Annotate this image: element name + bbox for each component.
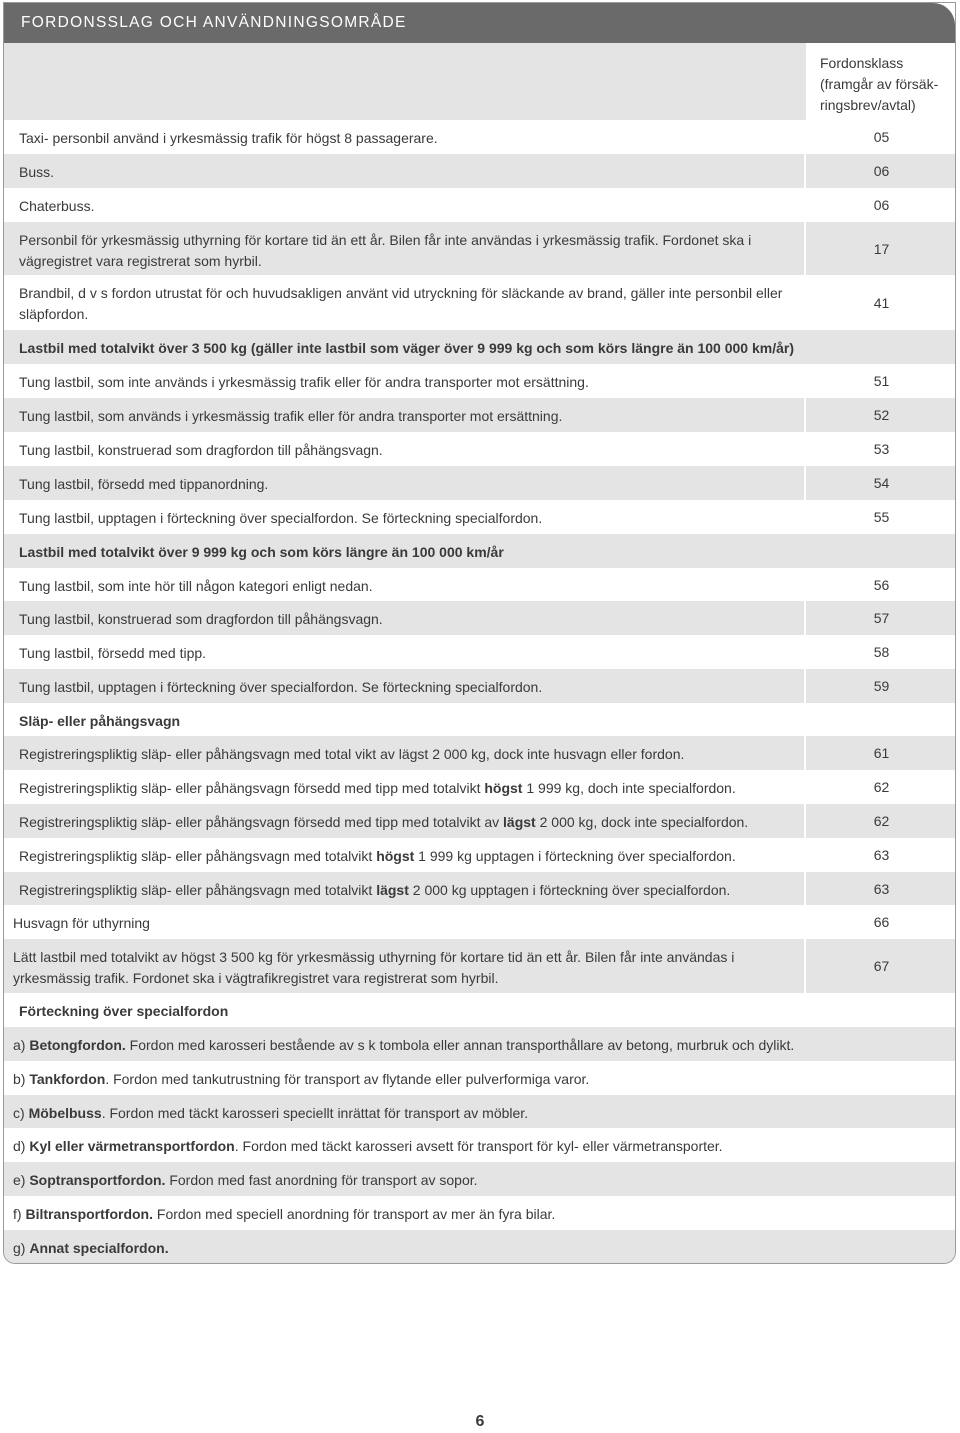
row-text: Husvagn för uthyrning (4, 905, 804, 939)
row-text: Tung lastbil, konstruerad som dragfordon till påhängsvagn. (4, 601, 804, 635)
table-row (4, 905, 955, 939)
row-text: Registreringspliktig släp- eller påhängsvagn med total vikt av lägst 2 000 kg, dock inte husvagn eller fordon. (4, 736, 804, 770)
row-text: Tung lastbil, som inte hör till någon kategori enligt nedan. (4, 568, 804, 601)
row-text: Tung lastbil, upptagen i förteckning över specialfordon. Se förteckning specialfordon. (4, 500, 804, 534)
row-text: Brandbil, d v s fordon utrustat för och huvudsakligen använt vid utryckning för släckande av brand, gäller inte personbil eller släpfordon. (4, 275, 804, 330)
row-text: a) Betongfordon. Fordon med karosseri bestående av s k tombola eller annan transporthållare av betong, murbruk och dylikt. (4, 1027, 956, 1061)
table-header (4, 3, 955, 43)
row-code: 56 (806, 568, 956, 601)
row-text: e) Soptransportfordon. Fordon med fast anordning för transport av sopor. (4, 1162, 956, 1196)
row-code: 55 (806, 500, 956, 534)
table-row (4, 804, 955, 838)
row-text: Lätt lastbil med totalvikt av högst 3 500 kg för yrkesmässig uthyrning för kortare tid än ett år. Bilen får inte användas i yrkesmässig trafik. Fordonet ska i vägtrafikregistret vara registrerat som hyrbil. (4, 939, 804, 993)
row-code: 06 (806, 188, 956, 222)
row-text: Tung lastbil, upptagen i förteckning över specialfordon. Se förteckning specialfordon. (4, 669, 804, 703)
row-text: Buss. (4, 154, 804, 188)
row-code: 67 (806, 939, 956, 993)
table-row (4, 432, 955, 466)
row-text: Taxi- personbil använd i yrkesmässig trafik för högst 8 passagerare. (4, 120, 804, 154)
row-code: 58 (806, 635, 956, 669)
list-item (4, 1162, 955, 1196)
table-row (4, 188, 955, 222)
table-row (4, 736, 955, 770)
table-row (4, 120, 955, 154)
table-row (4, 770, 955, 804)
row-code: 53 (806, 432, 956, 466)
table-row (4, 601, 955, 635)
row-code: 62 (806, 770, 956, 804)
section-heading-row (4, 330, 955, 364)
list-item (4, 1230, 955, 1264)
row-text: Registreringspliktig släp- eller påhängsvagn med totalvikt lägst 2 000 kg upptagen i förteckning över specialfordon. (4, 872, 804, 905)
row-text: Registreringspliktig släp- eller påhängsvagn försedd med tipp med totalvikt av lägst 2 000 kg, dock inte specialfordon. (4, 804, 804, 838)
table-row (4, 500, 955, 534)
list-item (4, 1196, 955, 1230)
row-text: b) Tankfordon. Fordon med tankutrustning för transport av flytande eller pulverformiga varor. (4, 1061, 956, 1095)
column-header (4, 43, 955, 120)
table-row (4, 398, 955, 432)
row-text: Tung lastbil, försedd med tipp. (4, 635, 804, 669)
table-row (4, 466, 955, 500)
row-text: Tung lastbil, konstruerad som dragfordon till påhängsvagn. (4, 432, 804, 466)
section-heading-row (4, 993, 955, 1027)
list-item (4, 1095, 955, 1128)
row-text: Tung lastbil, som inte används i yrkesmässig trafik eller för andra transporter mot ersättning. (4, 364, 804, 398)
row-code: 57 (806, 601, 956, 635)
table-row (4, 154, 955, 188)
column-header-line2: (framgår av försäk- (820, 76, 939, 92)
row-text: f) Biltransportfordon. Fordon med speciell anordning för transport av mer än fyra bilar. (4, 1196, 956, 1230)
table-row (4, 275, 955, 330)
row-text: Chaterbuss. (4, 188, 804, 222)
row-code: 06 (806, 154, 956, 188)
column-header-class (806, 43, 956, 120)
row-code: 61 (806, 736, 956, 770)
row-text: d) Kyl eller värmetransportfordon. Fordon med täckt karosseri avsett för transport för kyl- eller värmetransporter. (4, 1128, 956, 1162)
row-text: Tung lastbil, försedd med tippanordning. (4, 466, 804, 500)
table-row (4, 939, 955, 993)
row-code: 59 (806, 669, 956, 703)
section-heading-row (4, 534, 955, 568)
row-text: Personbil för yrkesmässig uthyrning för kortare tid än ett år. Bilen får inte användas i yrkesmässig trafik. Fordonet ska i vägregistret vara registrerat som hyrbil. (4, 222, 804, 275)
table-row (4, 838, 955, 872)
table-row (4, 872, 955, 905)
vehicle-class-table (3, 2, 956, 1264)
row-code: 62 (806, 804, 956, 838)
row-code: 17 (806, 222, 956, 275)
row-code: 52 (806, 398, 956, 432)
row-code: 05 (806, 120, 956, 154)
table-row (4, 364, 955, 398)
section-heading-row (4, 703, 955, 736)
section-heading: Lastbil med totalvikt över 3 500 kg (gäller inte lastbil som väger över 9 999 kg och som körs längre än 100 000 km/år) (4, 330, 956, 364)
row-text: g) Annat specialfordon. (4, 1230, 956, 1264)
row-text: Registreringspliktig släp- eller påhängsvagn med totalvikt högst 1 999 kg upptagen i förteckning över specialfordon. (4, 838, 804, 872)
row-text: c) Möbelbuss. Fordon med täckt karosseri speciellt inrättat för transport av möbler. (4, 1095, 956, 1128)
row-text: Registreringspliktig släp- eller påhängsvagn försedd med tipp med totalvikt högst 1 999 kg, doch inte specialfordon. (4, 770, 804, 804)
page-title: FORDONSSLAG OCH ANVÄNDNINGSOMRÅDE (21, 14, 407, 31)
row-code: 63 (806, 872, 956, 905)
row-code: 54 (806, 466, 956, 500)
row-code: 51 (806, 364, 956, 398)
table-row (4, 669, 955, 703)
row-text: Tung lastbil, som används i yrkesmässig trafik eller för andra transporter mot ersättning. (4, 398, 804, 432)
page-number: 6 (475, 1413, 485, 1430)
table-row (4, 568, 955, 601)
list-item (4, 1061, 955, 1095)
table-row (4, 635, 955, 669)
section-heading: Förteckning över specialfordon (4, 993, 956, 1027)
section-heading: Lastbil med totalvikt över 9 999 kg och som körs längre än 100 000 km/år (4, 534, 956, 568)
list-item (4, 1128, 955, 1162)
list-item (4, 1027, 955, 1061)
column-header-blank (4, 43, 806, 120)
column-header-line3: ringsbrev/avtal) (820, 97, 916, 113)
column-header-line1: Fordonsklass (820, 55, 904, 71)
table-row (4, 222, 955, 275)
row-code: 63 (806, 838, 956, 872)
section-heading: Släp- eller påhängsvagn (4, 703, 956, 736)
row-code: 66 (806, 905, 956, 939)
row-code: 41 (806, 275, 956, 330)
